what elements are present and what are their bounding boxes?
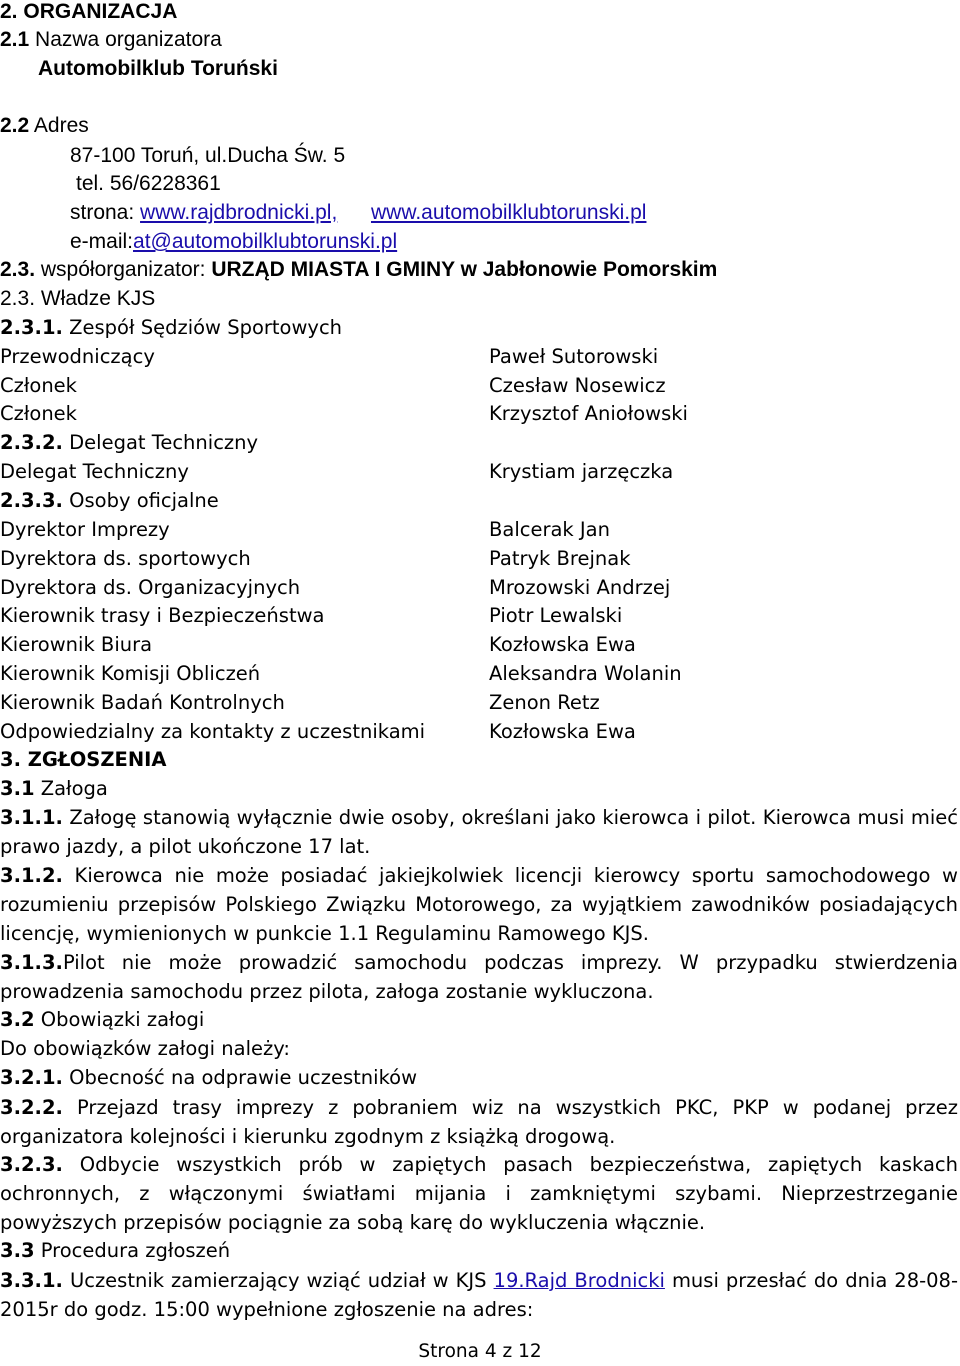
- person-name: Mrozowski Andrzej: [489, 575, 671, 599]
- paragraph-3-2-2: 3.2.2. Przejazd trasy imprezy z pobraniem wiz na wszystkich PKC, PKP w podanej przez organizatora kolejności i kierunku zgodnym z książką drogową.: [0, 1096, 958, 1148]
- section-3-heading: 3. ZGŁOSZENIA: [0, 748, 167, 771]
- paragraph-3-2-1: 3.2.1. Obecność na odprawie uczestników: [0, 1066, 418, 1089]
- subsection-2-3-coorganizer: 2.3. współorganizator: URZĄD MIASTA I GMINY w Jabłonowie Pomorskim: [0, 258, 718, 281]
- website-link-1[interactable]: www.rajdbrodnicki.pl,: [140, 201, 338, 224]
- person-name: Krystiam jarzęczka: [489, 460, 674, 483]
- paragraph-3-2-3: 3.2.3. Odbycie wszystkich prób w zapiętych pasach bezpieczeństwa, zapiętych kaskach ochronnych, z włączonymi światłami mijania i zamkniętymi szybami. Nieprzestrzeganie powyższych przepisów pociągnie za sobą karę do wykluczenia włącznie.: [0, 1153, 959, 1234]
- role-label: Dyrektor Imprezy: [0, 518, 170, 541]
- subsection-2-2: 2.2 Adres: [0, 114, 89, 137]
- paragraph-3-1-2: 3.1.2. Kierowca nie może posiadać jakiejkolwiek licencji kierowcy sportu samochodowego w rozumieniu przepisów Polskiego Związku Motorowego, za wyjątkiem zawodników posiadających licencję, wymienionych w punkcie 1.1 Regulaminu Ramowego KJS.: [0, 864, 958, 945]
- role-label: Kierownik Biura: [0, 633, 153, 657]
- person-name: Aleksandra Wolanin: [489, 662, 682, 685]
- website-line: strona: www.rajdbrodnicki.pl, www.automobilklubtorunski.pl: [70, 201, 647, 224]
- paragraph-3-1-3: 3.1.3.Pilot nie może prowadzić samochodu podczas imprezy. W przypadku stwierdzenia prowadzenia samochodu przez pilota, załoga zostanie wykluczona.: [0, 951, 958, 1003]
- role-label: Członek: [0, 402, 77, 426]
- website-link-2[interactable]: www.automobilklubtorunski.pl: [370, 201, 647, 224]
- person-name: Krzysztof Aniołowski: [489, 402, 688, 426]
- event-link[interactable]: 19.Rajd Brodnicki: [493, 1269, 665, 1292]
- subsection-2-3-1: 2.3.1. Zespół Sędziów Sportowych: [0, 316, 343, 339]
- role-label: Delegat Techniczny: [0, 460, 189, 483]
- role-label: Przewodniczący: [0, 345, 155, 368]
- subsection-2-1: 2.1 Nazwa organizatora: [0, 28, 222, 51]
- role-label: Kierownik Badań Kontrolnych: [0, 690, 285, 714]
- person-name: Czesław Nosewicz: [489, 373, 666, 397]
- page-number: Strona 4 z 12: [418, 1341, 542, 1362]
- person-name: Zenon Retz: [489, 690, 600, 714]
- email-link[interactable]: at@automobilklubtorunski.pl: [133, 230, 398, 253]
- role-label: Dyrektora ds. sportowych: [0, 546, 251, 570]
- role-label: Kierownik Komisji Obliczeń: [0, 662, 261, 685]
- paragraph-3-1-1: 3.1.1. Załogę stanowią wyłącznie dwie osoby, określani jako kierowca i pilot. Kierowca musi mieć prawo jazdy, a pilot ukończone 17 lat.: [0, 806, 959, 858]
- subsection-2-3-authorities: 2.3. Władze KJS: [0, 287, 156, 310]
- person-name: Piotr Lewalski: [489, 604, 623, 628]
- role-label: Dyrektora ds. Organizacyjnych: [0, 575, 301, 599]
- role-label: Członek: [0, 373, 77, 397]
- role-label: Odpowiedzialny za kontakty z uczestnikami: [0, 719, 426, 743]
- role-label: Kierownik trasy i Bezpieczeństwa: [0, 604, 325, 628]
- subsection-2-3-3: 2.3.3. Osoby oficjalne: [0, 489, 219, 512]
- section-heading: 2. ORGANIZACJA: [0, 0, 178, 23]
- person-name: Patryk Brejnak: [489, 546, 631, 570]
- organizer-name: Automobilklub Toruński: [38, 57, 278, 80]
- person-name: Balcerak Jan: [489, 518, 610, 541]
- phone: tel. 56/6228361: [76, 172, 221, 195]
- email-line: e-mail:at@automobilklubtorunski.pl: [70, 230, 398, 253]
- person-name: Kozłowska Ewa: [489, 719, 636, 743]
- person-name: Kozłowska Ewa: [489, 633, 636, 657]
- person-name: Paweł Sutorowski: [489, 345, 659, 368]
- subsection-3-1: 3.1 Załoga: [0, 777, 108, 800]
- address: 87-100 Toruń, ul.Ducha Św. 5: [70, 144, 346, 167]
- subsection-2-3-2: 2.3.2. Delegat Techniczny: [0, 431, 259, 454]
- subsection-3-3: 3.3 Procedura zgłoszeń: [0, 1239, 231, 1262]
- subsection-3-2-intro: Do obowiązków załogi należy:: [0, 1037, 290, 1060]
- subsection-3-2: 3.2 Obowiązki załogi: [0, 1008, 205, 1031]
- paragraph-3-3-1: 3.3.1. Uczestnik zamierzający wziąć udział w KJS 19.Rajd Brodnicki musi przesłać do dnia 28-08-2015r do godz. 15:00 wypełnione zgłoszenie na adres:: [0, 1269, 959, 1321]
